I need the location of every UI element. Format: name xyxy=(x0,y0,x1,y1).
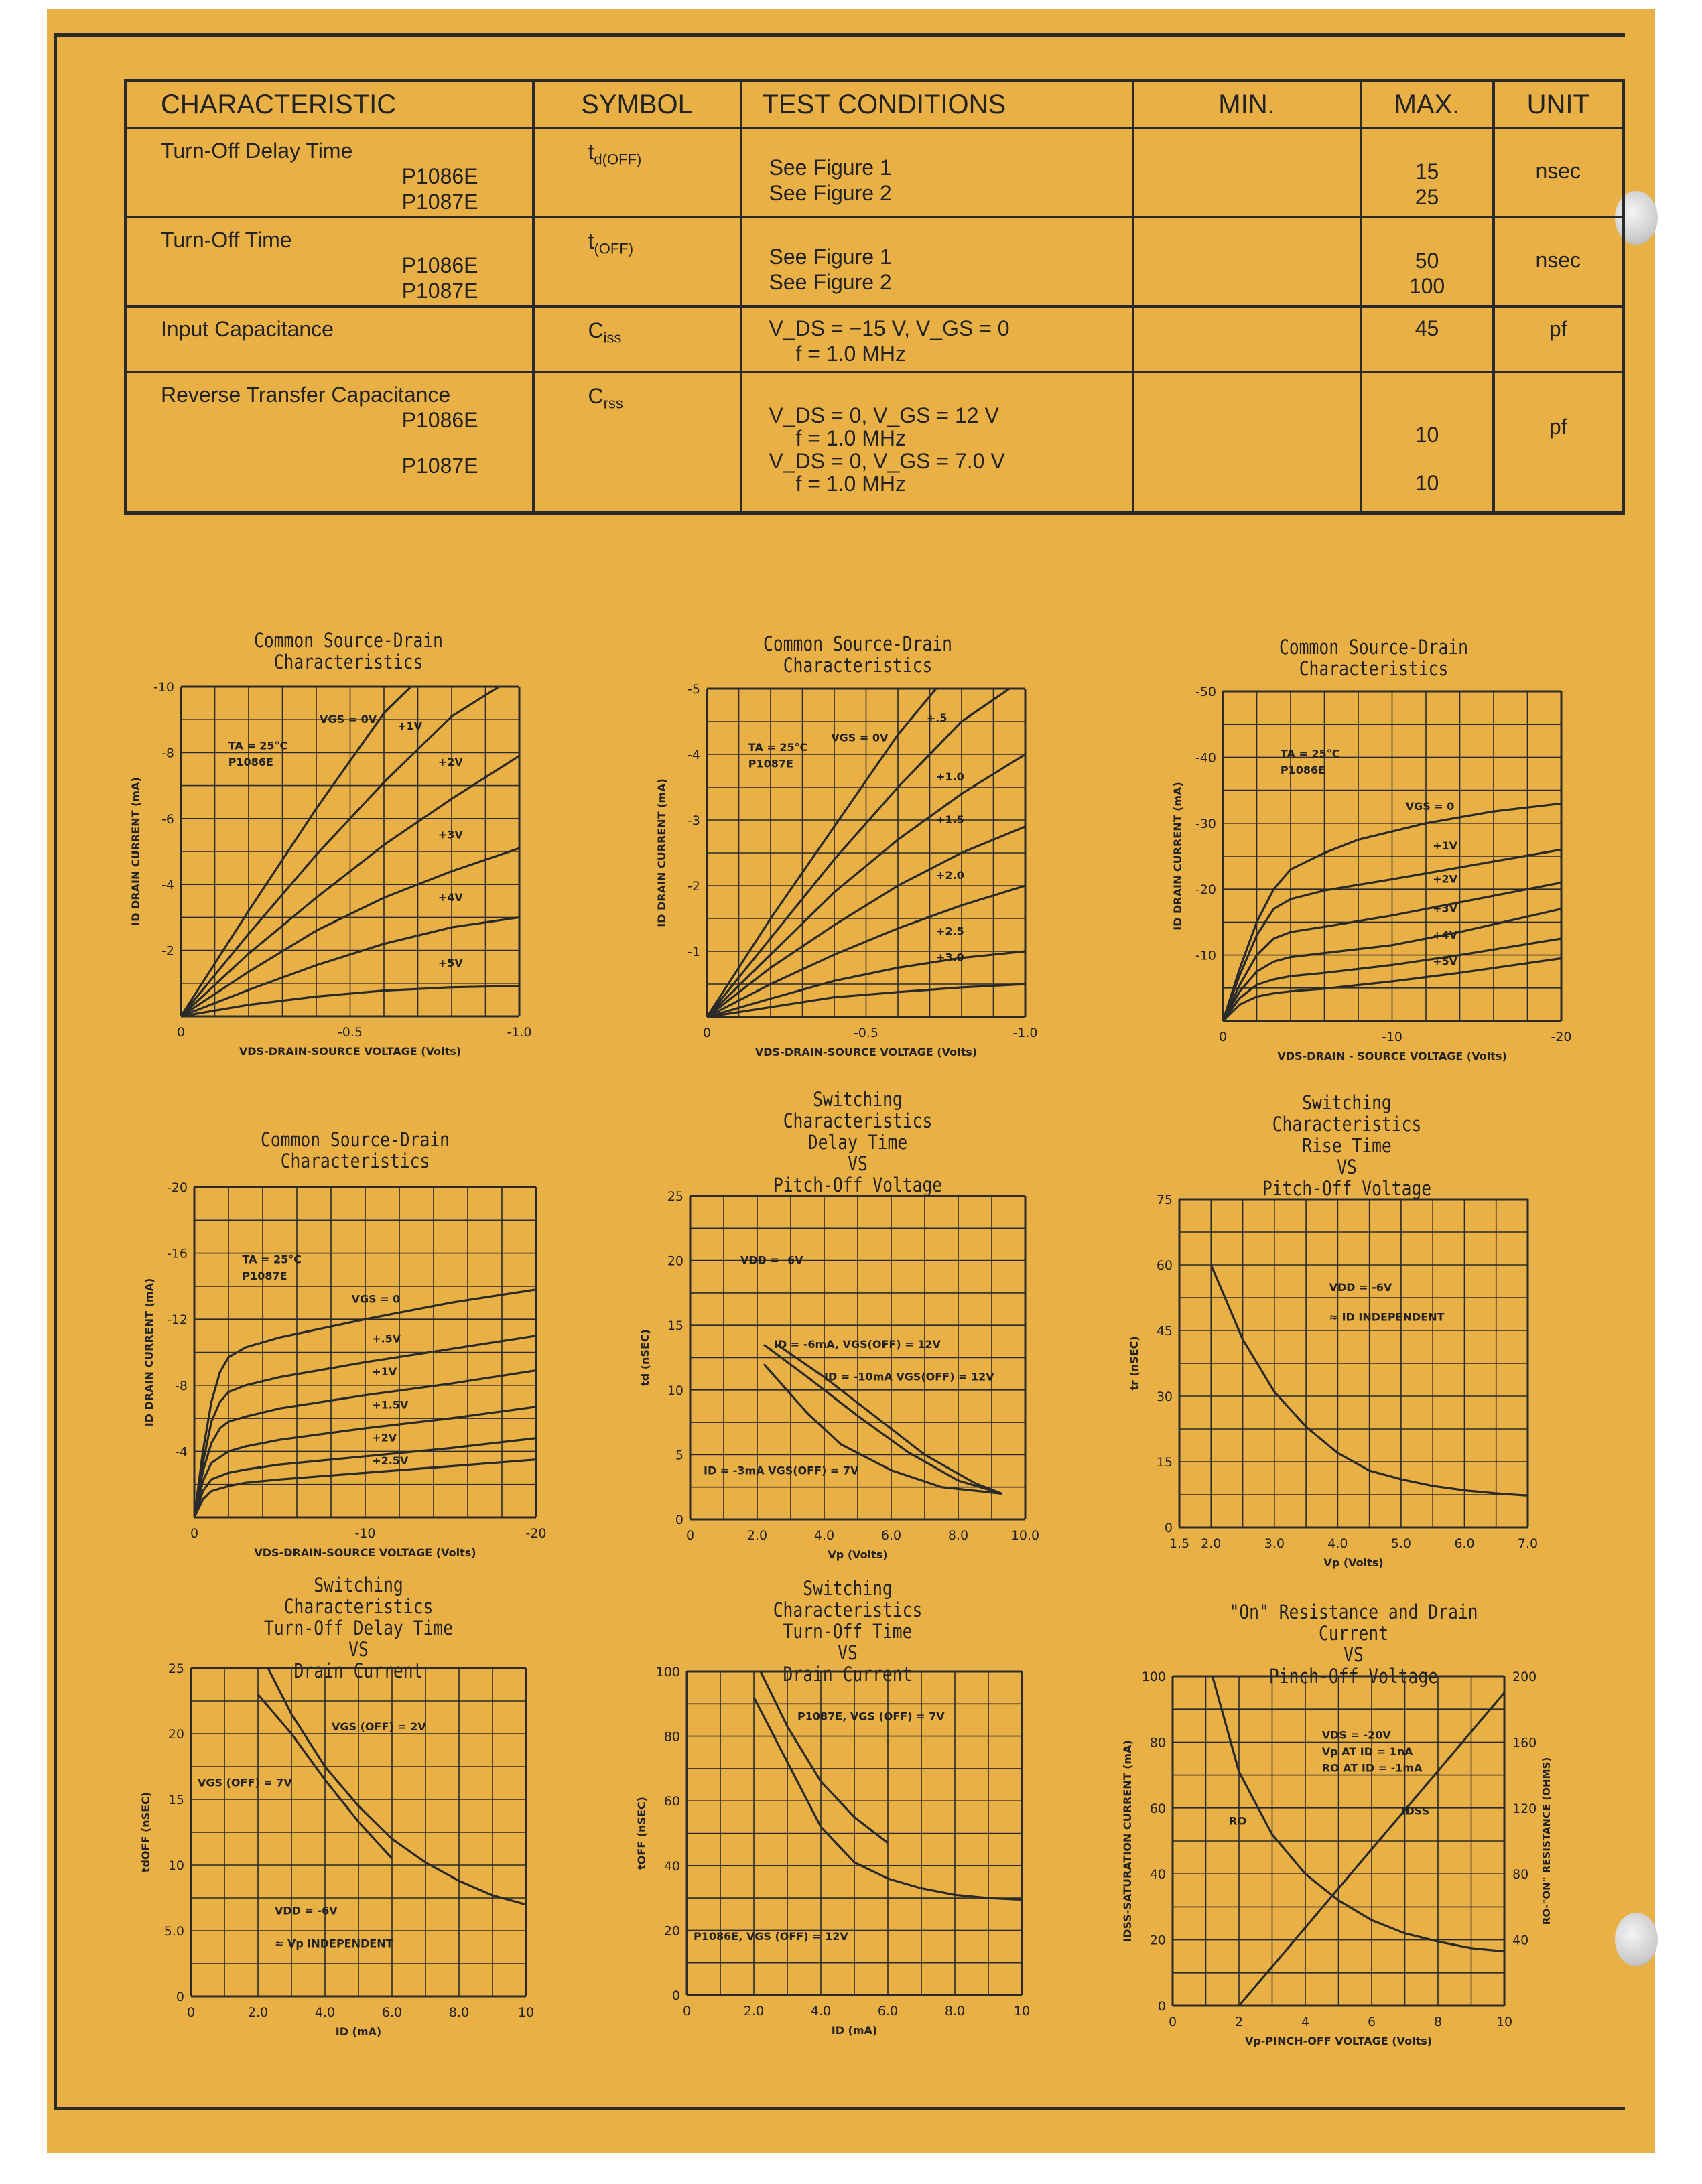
chart-title-line: Drain Current xyxy=(293,1659,423,1682)
y-axis-label: ID DRAIN CURRENT (mA) xyxy=(143,1278,155,1427)
x-tick-label: 4.0 xyxy=(810,2004,832,2019)
series-label: VGS = 0 xyxy=(1405,800,1455,813)
chart-title-line: Drain Current xyxy=(783,1663,913,1686)
series-label: +.5V xyxy=(372,1332,401,1345)
max-cell xyxy=(1361,128,1494,217)
x-tick-label: -1.0 xyxy=(1012,1026,1038,1040)
header-test-conditions: TEST CONDITIONS xyxy=(741,81,1133,129)
x-axis-label: Vp-PINCH-OFF VOLTAGE (Volts) xyxy=(1244,2035,1433,2047)
chart-title-line: VS xyxy=(1337,1156,1357,1178)
y-tick-label: -50 xyxy=(1195,685,1216,699)
y-tick-label: 5 xyxy=(675,1448,683,1463)
max-value: 25 xyxy=(1415,185,1439,209)
series-label: +4V xyxy=(438,890,463,904)
chart-2-plot xyxy=(655,682,1038,1059)
chart-title-line: VS xyxy=(348,1638,369,1661)
min-cell xyxy=(1133,306,1361,372)
x-tick-label: 6.0 xyxy=(381,2005,403,2020)
characteristic-name: Reverse Transfer Capacitance xyxy=(161,382,451,407)
x-tick-label: -20 xyxy=(1551,1030,1572,1044)
y-tick-label: 80 xyxy=(663,1729,680,1745)
chart-title-line: Switching Characteristics xyxy=(283,1574,434,1618)
x-tick-label: -10 xyxy=(1381,1030,1403,1044)
x-tick-label: 2 xyxy=(1234,2015,1244,2029)
series-line xyxy=(268,1668,526,1905)
y-tick-label: 0 xyxy=(176,1990,184,2004)
min-cell xyxy=(1133,128,1361,217)
series-label: ID = -10mA VGS(OFF) = 12V xyxy=(824,1370,994,1383)
series-label: +1.0 xyxy=(936,770,964,784)
chart-note: ≈ ID INDEPENDENT xyxy=(1329,1310,1445,1324)
y-tick-label: 20 xyxy=(168,1727,184,1742)
max-value: 10 xyxy=(1415,470,1439,495)
x-tick-label: 1.5 xyxy=(1169,1536,1190,1551)
unit-value: pf xyxy=(1549,414,1567,439)
symbol-cell xyxy=(533,306,741,372)
x-tick-label: 0 xyxy=(685,1528,695,1543)
series-label: ID = -3mA VGS(OFF) = 7V xyxy=(704,1464,859,1477)
x-axis-label: Vp (Volts) xyxy=(1323,1556,1384,1569)
symbol-subscript: (OFF) xyxy=(594,239,634,257)
series-line xyxy=(761,1671,888,1843)
x-tick-label: 2.0 xyxy=(743,2004,765,2019)
max-cell xyxy=(1361,217,1494,306)
series-label: +1V xyxy=(397,719,423,732)
x-tick-label: 2.0 xyxy=(1201,1536,1222,1551)
unit-value: nsec xyxy=(1535,159,1581,183)
x-axis-label: VDS-DRAIN-SOURCE VOLTAGE (Volts) xyxy=(755,1046,978,1059)
chart-7-plot xyxy=(139,1661,535,2038)
x-axis-label: ID (mA) xyxy=(831,2024,878,2037)
chart-8-plot xyxy=(635,1665,1031,2037)
symbol: t xyxy=(588,140,594,164)
x-tick-label: 0 xyxy=(176,1025,186,1040)
series-label: +3V xyxy=(438,828,463,841)
unit-cell xyxy=(1494,217,1624,306)
characteristic-cell xyxy=(126,128,533,217)
series-label: VGS = 0V xyxy=(831,731,889,744)
x-tick-label: 0 xyxy=(1168,2015,1177,2029)
max-cell xyxy=(1361,306,1494,372)
chart-title-line: Characteristics xyxy=(1299,657,1449,680)
chart-4-title xyxy=(247,1129,464,1172)
max-cell xyxy=(1361,372,1494,513)
y-tick-label: -20 xyxy=(166,1180,188,1195)
chart-note: VDD = -6V xyxy=(275,1904,338,1917)
chart-9-plot xyxy=(1121,1669,1553,2047)
chart-note: VDS = -20V xyxy=(1321,1728,1391,1742)
characteristic-name: Input Capacitance xyxy=(161,316,334,341)
chart-7-title xyxy=(239,1574,478,1682)
x-tick-label: 8.0 xyxy=(947,1528,969,1543)
y2-tick-label: 80 xyxy=(1512,1867,1529,1883)
x-axis-label: VDS-DRAIN-SOURCE VOLTAGE (Volts) xyxy=(239,1045,462,1058)
symbol-subscript: iss xyxy=(603,328,622,346)
series-label: +2.5 xyxy=(936,925,964,938)
series-label: VGS (OFF) = 7V xyxy=(198,1776,292,1789)
x-axis-label: Vp (Volts) xyxy=(828,1548,888,1561)
y-axis-label: ID DRAIN CURRENT (mA) xyxy=(1171,782,1184,931)
binder-hole-bottom xyxy=(1615,1913,1658,1966)
max-value: 15 xyxy=(1415,159,1439,184)
x-tick-label: 0 xyxy=(702,1026,712,1040)
condition-text: V_DS = 0, V_GS = 7.0 V xyxy=(769,448,1005,473)
x-tick-label: 6 xyxy=(1367,2015,1376,2029)
series-label: IDSS xyxy=(1401,1804,1430,1818)
conditions-cell xyxy=(741,372,1133,513)
part-number: P1086E xyxy=(401,407,478,432)
symbol: C xyxy=(588,318,604,342)
x-tick-label: 4.0 xyxy=(813,1528,835,1543)
series-label: VGS = 0 xyxy=(351,1292,401,1306)
series-label: +.5 xyxy=(926,711,947,724)
y-tick-label: 60 xyxy=(663,1794,680,1810)
chart-5-plot xyxy=(639,1189,1040,1561)
chart-note: TA = 25°C xyxy=(228,739,288,752)
y-tick-label: -12 xyxy=(166,1312,188,1328)
y-tick-label: 80 xyxy=(1149,1735,1166,1751)
chart-3-plot xyxy=(1171,685,1572,1063)
x-axis-label: VDS-DRAIN-SOURCE VOLTAGE (Volts) xyxy=(254,1546,476,1559)
y-tick-label: 75 xyxy=(1156,1192,1173,1207)
x-tick-label: 6.0 xyxy=(877,2004,899,2019)
x-tick-label: 2.0 xyxy=(247,2005,269,2020)
series-label: +3V xyxy=(1433,902,1458,915)
series-label: +2V xyxy=(1433,872,1458,886)
x-tick-label: 0 xyxy=(682,2004,692,2019)
x-tick-label: -10 xyxy=(354,1526,376,1541)
x-tick-label: 4.0 xyxy=(314,2005,336,2020)
chart-title-line: Common Source-Drain xyxy=(261,1128,450,1151)
part-number: P1087E xyxy=(401,278,478,303)
x-axis-label: ID (mA) xyxy=(335,2025,382,2038)
x-tick-label: 10.0 xyxy=(1010,1528,1040,1543)
chart-2-title xyxy=(750,633,966,676)
series-label: +2V xyxy=(438,756,463,769)
chart-title-line: "On" Resistance and Drain Current xyxy=(1229,1600,1478,1645)
y-tick-label: 60 xyxy=(1149,1801,1166,1816)
chart-note: TA = 25°C xyxy=(1280,747,1340,760)
max-value: 45 xyxy=(1415,316,1439,340)
x-tick-label: 2.0 xyxy=(746,1528,768,1543)
y-tick-label: 15 xyxy=(667,1318,683,1334)
y-tick-label: -40 xyxy=(1195,750,1216,766)
chart-1-title xyxy=(241,630,457,673)
y-tick-label: 0 xyxy=(1157,1999,1166,2014)
chart-title-line: Common Source-Drain xyxy=(763,632,952,655)
series-label: RO xyxy=(1229,1814,1247,1828)
y-axis-label: ID DRAIN CURRENT (mA) xyxy=(655,778,668,927)
y-axis-label: tdOFF (nSEC) xyxy=(139,1791,152,1873)
chart-note: Vp AT ID = 1nA xyxy=(1321,1745,1413,1759)
unit-cell xyxy=(1494,128,1624,217)
y-tick-label: 60 xyxy=(1156,1258,1173,1273)
x-tick-label: 6.0 xyxy=(880,1528,902,1543)
table-row xyxy=(126,306,1624,372)
condition-text: f = 1.0 MHz xyxy=(795,471,906,496)
y-tick-label: -10 xyxy=(1195,948,1216,963)
y-tick-label: -1 xyxy=(688,945,700,959)
part-number xyxy=(127,433,532,453)
y-tick-label: 10 xyxy=(667,1383,683,1398)
chart-1-plot xyxy=(129,680,532,1058)
y-tick-label: 15 xyxy=(168,1793,184,1807)
chart-title-line: Delay Time xyxy=(807,1131,908,1154)
chart-6-title xyxy=(1228,1092,1467,1199)
chart-note: P1087E xyxy=(748,757,793,770)
series-label: +1.5V xyxy=(372,1398,409,1412)
part-number: P1086E xyxy=(401,164,478,188)
condition-text: V_DS = 0, V_GS = 12 V xyxy=(769,403,999,427)
chart-title-line: VS xyxy=(848,1152,868,1175)
x-tick-label: 3.0 xyxy=(1264,1536,1285,1551)
characteristic-cell xyxy=(126,217,533,306)
x-tick-label: -1.0 xyxy=(507,1025,532,1040)
table-row xyxy=(126,372,1624,513)
conditions-cell xyxy=(741,217,1133,306)
chart-title-line: Switching Characteristics xyxy=(783,1088,933,1132)
y-tick-label: -30 xyxy=(1195,816,1216,831)
chart-title-line: Switching Characteristics xyxy=(1272,1091,1422,1136)
unit-cell xyxy=(1494,306,1624,372)
x-tick-label: 0 xyxy=(186,2005,196,2020)
x-tick-label: 8 xyxy=(1433,2015,1443,2029)
y-tick-label: 15 xyxy=(1156,1455,1173,1470)
x-tick-label: 8.0 xyxy=(944,2004,966,2019)
series-label: +1V xyxy=(372,1365,397,1379)
x-tick-label: 0 xyxy=(1218,1030,1228,1044)
min-cell xyxy=(1133,372,1361,513)
series-label: +1.5 xyxy=(936,813,964,826)
chart-title-line: Characteristics xyxy=(273,651,423,673)
y-tick-label: 20 xyxy=(663,1923,680,1939)
y-tick-label: 100 xyxy=(655,1665,680,1680)
chart-3-title xyxy=(1266,636,1482,679)
condition-text: See Figure 2 xyxy=(769,181,892,205)
series-line xyxy=(1212,1676,1504,1952)
y-tick-label: -10 xyxy=(153,680,174,695)
conditions-cell xyxy=(741,306,1133,372)
characteristic-name: Turn-Off Time xyxy=(161,227,292,252)
y-tick-label: -3 xyxy=(688,813,700,828)
chart-title-line: Characteristics xyxy=(280,1150,430,1172)
y-tick-label: -4 xyxy=(688,748,700,762)
unit-value: pf xyxy=(1549,316,1567,341)
y-tick-label: -2 xyxy=(688,879,700,894)
y2-tick-label: 200 xyxy=(1512,1669,1537,1684)
chart-title-line: Pinch-Off Voltage xyxy=(1268,1665,1439,1688)
y2-tick-label: 120 xyxy=(1512,1801,1537,1816)
x-tick-label: 5.0 xyxy=(1390,1536,1412,1551)
chart-note: ≈ Vp INDEPENDENT xyxy=(275,1937,393,1950)
spec-header-row xyxy=(126,81,1624,129)
chart-title-line: Pitch-Off Voltage xyxy=(773,1174,943,1197)
condition-text: See Figure 1 xyxy=(769,155,892,180)
chart-note: VDD = -6V xyxy=(740,1253,803,1267)
max-value: 100 xyxy=(1409,273,1445,298)
y-tick-label: -4 xyxy=(175,1444,188,1460)
x-tick-label: 7.0 xyxy=(1517,1536,1539,1551)
part-number: P1087E xyxy=(401,453,478,478)
series-label: ID = -6mA, VGS(OFF) = 12V xyxy=(774,1338,941,1351)
y-axis-label: tOFF (nSEC) xyxy=(635,1797,648,1870)
chart-title-line: Switching Characteristics xyxy=(773,1577,923,1621)
unit-value: nsec xyxy=(1535,247,1581,272)
part-number: P1087E xyxy=(401,190,478,214)
header-min: MIN. xyxy=(1133,81,1361,129)
max-value: 50 xyxy=(1415,248,1439,273)
series-label: +2V xyxy=(372,1431,397,1444)
condition-text: V_DS = −15 V, V_GS = 0 xyxy=(769,316,1010,340)
y-tick-label: 20 xyxy=(1149,1933,1166,1948)
chart-note: P1087E xyxy=(242,1270,287,1283)
chart-4-plot xyxy=(143,1180,547,1559)
x-tick-label: 10 xyxy=(1496,2015,1513,2029)
chart-title-line: Turn-Off Time xyxy=(783,1620,913,1643)
chart-note: P1086E xyxy=(228,756,273,769)
x-tick-label: -0.5 xyxy=(853,1026,879,1040)
header-symbol: SYMBOL xyxy=(533,81,741,129)
y-tick-label: 45 xyxy=(1156,1324,1173,1339)
chart-note: RO AT ID = -1mA xyxy=(1321,1761,1423,1775)
y2-axis-label: RO-"ON" RESISTANCE (OHMS) xyxy=(1541,1757,1553,1925)
y-axis-label: ID DRAIN CURRENT (mA) xyxy=(129,777,142,926)
symbol-subscript: d(OFF) xyxy=(594,151,642,168)
x-tick-label: 6.0 xyxy=(1454,1536,1475,1551)
chart-title-line: VS xyxy=(1344,1643,1364,1666)
y-tick-label: 10 xyxy=(168,1858,184,1873)
y-tick-label: 0 xyxy=(675,1513,683,1527)
series-label: P1086E, VGS (OFF) = 12V xyxy=(694,1929,848,1943)
series-label: +3.0 xyxy=(936,951,964,964)
symbol-cell xyxy=(533,128,741,217)
header-characteristic: CHARACTERISTIC xyxy=(126,81,533,129)
symbol: C xyxy=(588,383,604,408)
y-tick-label: -20 xyxy=(1195,882,1216,898)
y-tick-label: 40 xyxy=(1149,1867,1166,1883)
characteristic-cell xyxy=(126,306,533,372)
chart-title-line: Common Source-Drain xyxy=(1279,636,1468,659)
x-tick-label: 8.0 xyxy=(448,2005,470,2020)
chart-title-line: Rise Time xyxy=(1302,1134,1392,1157)
y-tick-label: 40 xyxy=(663,1858,680,1874)
y-tick-label: -2 xyxy=(161,943,174,959)
condition-text: f = 1.0 MHz xyxy=(795,341,906,366)
x-axis-label: VDS-DRAIN - SOURCE VOLTAGE (Volts) xyxy=(1277,1050,1507,1063)
series-label: P1087E, VGS (OFF) = 7V xyxy=(797,1710,945,1723)
y-tick-label: 25 xyxy=(667,1189,683,1204)
y-axis-label: tr (nSEC) xyxy=(1128,1336,1140,1391)
y-tick-label: -6 xyxy=(161,811,174,827)
chart-5-title xyxy=(738,1089,978,1196)
x-tick-label: -0.5 xyxy=(337,1025,363,1040)
chart-title-line: Pitch-Off Voltage xyxy=(1262,1177,1432,1200)
y-tick-label: 20 xyxy=(667,1253,683,1269)
spec-table xyxy=(124,79,1625,515)
x-tick-label: 4.0 xyxy=(1327,1536,1348,1551)
condition-text: See Figure 1 xyxy=(769,244,892,269)
x-tick-label: 10 xyxy=(517,2005,535,2020)
y-tick-label: 0 xyxy=(1164,1521,1173,1535)
symbol-subscript: rss xyxy=(603,394,623,411)
header-max: MAX. xyxy=(1361,81,1494,129)
y-tick-label: 30 xyxy=(1156,1389,1173,1404)
x-tick-label: 0 xyxy=(190,1526,199,1541)
header-unit: UNIT xyxy=(1494,81,1624,129)
x-tick-label: -20 xyxy=(525,1526,547,1541)
unit-cell xyxy=(1494,372,1624,513)
series-label: +1V xyxy=(1433,839,1458,853)
y-tick-label: 100 xyxy=(1141,1669,1166,1684)
chart-note: P1086E xyxy=(1280,764,1326,776)
y2-tick-label: 40 xyxy=(1512,1933,1529,1948)
characteristic-cell xyxy=(126,372,533,513)
y-tick-label: 0 xyxy=(671,1988,680,2003)
series-label: +2.5V xyxy=(372,1454,409,1468)
y-tick-label: -16 xyxy=(166,1246,188,1261)
chart-title-line: VS xyxy=(838,1641,858,1664)
table-row xyxy=(126,128,1624,217)
series-label: +2.0 xyxy=(936,869,964,882)
y-axis-label: td (nSEC) xyxy=(639,1329,651,1386)
series-label: +5V xyxy=(438,957,463,970)
symbol: t xyxy=(588,228,594,253)
part-number: P1086E xyxy=(401,253,478,277)
chart-title-line: Turn-Off Delay Time xyxy=(264,1617,453,1639)
x-tick-label: 10 xyxy=(1013,2004,1031,2019)
chart-6-plot xyxy=(1128,1192,1539,1569)
y-tick-label: -8 xyxy=(175,1378,188,1393)
chart-note: VDD = -6V xyxy=(1329,1281,1392,1294)
min-cell xyxy=(1133,217,1361,306)
symbol-cell xyxy=(533,372,741,513)
y2-tick-label: 160 xyxy=(1512,1735,1537,1751)
series-label: VGS (OFF) = 2V xyxy=(332,1720,426,1734)
table-row xyxy=(126,217,1624,306)
chart-note: TA = 25°C xyxy=(748,741,808,754)
chart-note: TA = 25°C xyxy=(242,1253,302,1266)
y-tick-label: -8 xyxy=(161,746,174,761)
symbol-cell xyxy=(533,217,741,306)
series-label: VGS = 0V xyxy=(320,713,377,726)
chart-8-title xyxy=(728,1578,968,1685)
condition-text: f = 1.0 MHz xyxy=(795,425,906,450)
series-label: +5V xyxy=(1433,955,1458,968)
condition-text: See Figure 2 xyxy=(769,269,892,294)
y-tick-label: -5 xyxy=(688,682,700,697)
chart-9-title xyxy=(1194,1601,1513,1687)
chart-title-line: Common Source-Drain xyxy=(254,629,443,652)
x-tick-label: 4 xyxy=(1301,2015,1310,2029)
characteristic-name: Turn-Off Delay Time xyxy=(161,139,353,163)
series-label: +4V xyxy=(1433,929,1458,941)
max-value: 10 xyxy=(1415,422,1439,447)
y-tick-label: 25 xyxy=(168,1661,184,1676)
chart-title-line: Characteristics xyxy=(783,654,933,677)
y-axis-label: IDSS-SATURATION CURRENT (mA) xyxy=(1121,1740,1134,1942)
conditions-cell xyxy=(741,128,1133,217)
y-tick-label: -4 xyxy=(161,878,174,893)
y-tick-label: 5.0 xyxy=(163,1924,184,1939)
